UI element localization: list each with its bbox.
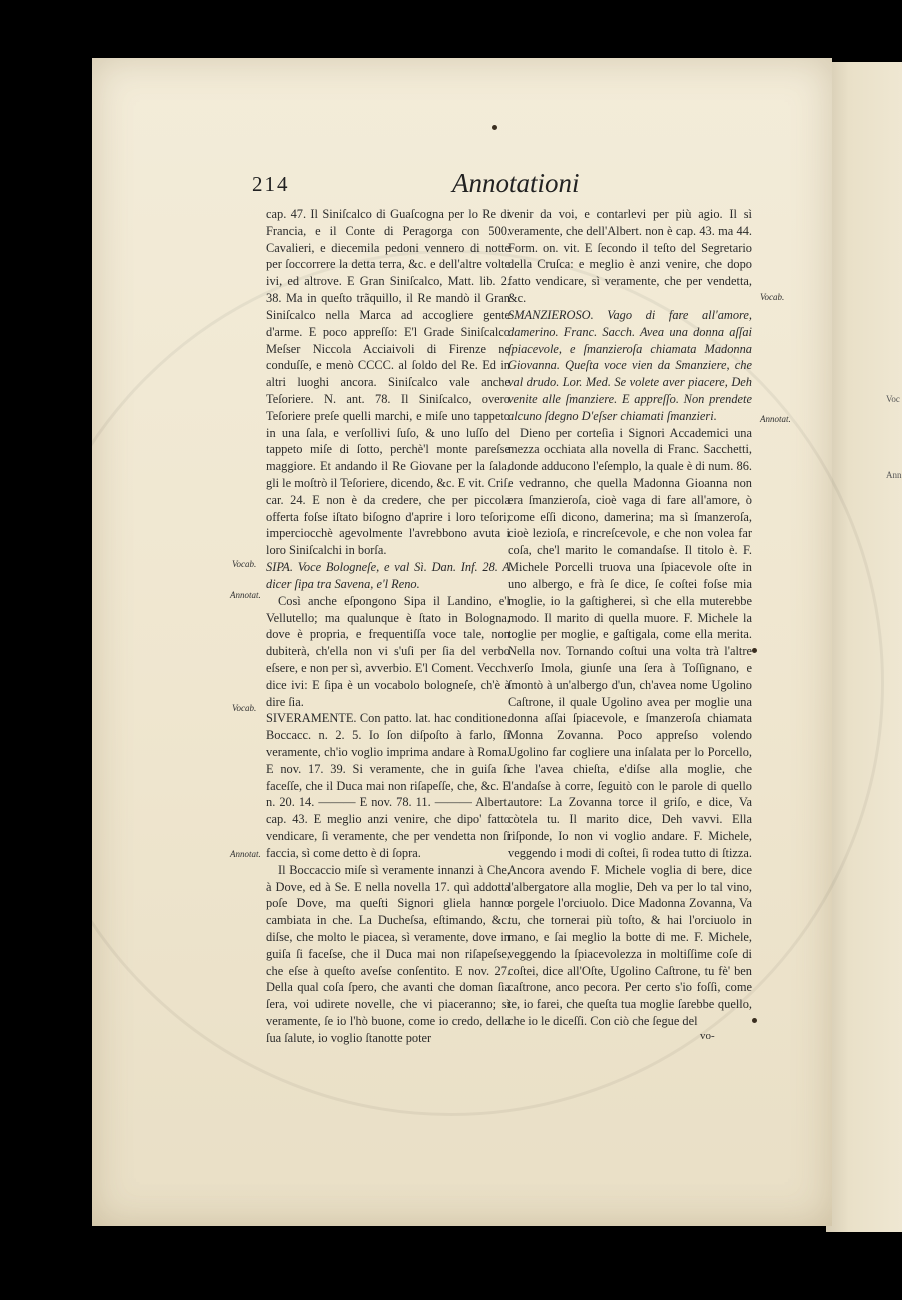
paragraph: Così anche eſpongono Sipa il Landino, e'l Vellutello; ma qualunque è ſtato in Bologna, dove è propria, e frequentiſſa voce tale, non dubiterà, ch'ella non vi s'uſi per ſia del verbo eſsere, e non per sì, avverbio. E'l Coment. Vecch. dice ivi: E ſipa è un vocabolo bologneſe, ch'è à dire ſia. xyxy=(266,593,510,709)
page-number: 214 xyxy=(252,172,290,196)
paragraph: venir da voi, e contarlevi per più agio. Il sì veramente, che dell'Albert. non è cap. 43. ma 44. Form. on. vit. E ſecondo il teſto del Segretario della Cruſca: e meglio è anzi venire, che dopo fatto vendicare, sì veramente, che per vendetta, &c. xyxy=(508,207,752,306)
facing-page-edge xyxy=(826,62,902,1232)
left-column xyxy=(266,206,510,1047)
margin-note-vocab: Vocab. xyxy=(760,292,785,302)
paragraph: Dieno per corteſia i Signori Accademici una mezza occhiata alla novella di Franc. Sacchetti, donde adducono l'eſemplo, la quale è di num. 86. e vedranno, che quella Madonna Gioanna non era ſmanzieroſa, cioè vaga di fare all'amore, ò come eſſi dicono, damerina; ma sì ſmanzeroſa, cioè lezioſa, e rincreſcevole, e che non volea far coſa, che'l marito le comandaſse. Il titolo è. F. Michele Porcelli truova una ſpiacevole oſte in uno albergo, e frà ſe dice, ſe coſtei foſse mia moglie, io la gaſtigherei, sì che ella muterebbe modo. Il marito di quella muore. F. Michele la toglie per moglie, e gaſtigala, come ella merita. Nella nov. Tornando coſtui una volta trà l'altre verſo Imola, giunſe una ſera à Toſſignano, e ſmontò à un'albergo d'un, ch'avea nome Ugolino Caſtrone, il quale Ugolino avea per moglie una donna aſſai ſpiacevole, e ſmanzeroſa chiamata Monna Zovanna. Poco appreſso volendo Ugolino far cogliere una inſalata per lo Porcello, che l'avea chieſta, e'diſse alla moglie, che l'andaſse à corre, ſeguitò con le parole di quello autore: La Zovanna torce il griſo, e dice, Va còtela tu. Il marito dice, Deh vavvi. Ella riſponde, Io non vi voglio andare. F. Michele, veggendo i modi di coſtei, ſi rodea tutto di ſtizza. Ancora avendo F. Michele voglia di bere, dice l'albergatore alla moglie, Deh va per lo tal vino, e porgele l'orciuolo. Dice Madonna Zovanna, Va tu, che tornerai più toſto, & hai l'orciuolo in mano, e ſai meglio la botte di me. F. Michele, veggendo la ſpiacevolezza in moltiſſime coſe di coſtei, dice all'Oſte, Ugolino Caſtrone, tu fè' ben caſtrone, anco pecora. Per certo s'io foſſi, come te, io farei, che queſta tua moglie ſarebbe quello, che io le diceſſi. Con ciò che ſegue del xyxy=(508,425,752,1028)
margin-note-annot: Annotat. xyxy=(230,590,261,600)
entry-siveramente: SIVERAMENTE. Con patto. lat. hac conditione. Boccacc. n. 2. 5. Io ſon diſpoſto à farlo, ſi veramente, ch'io voglio imprima andare à Roma. E nov. 17. 39. Si veramente, che in guiſa ſi faceſſe, che il Duca mai non riſapeſſe, che, &c. E n. 20. 14. ——— E nov. 78. 11. ——— Albert. cap. 43. E meglio anzi venire, che dipo' fatto vendicare, ſi veramente, che per vendetta non ſi faccia, sì come detto è di ſopra. xyxy=(266,711,510,860)
paragraph: Il Boccaccio miſe sì veramente innanzi à Che, à Dove, ed à Se. E nella novella 17. quì addotta poſe Dove, ma queſti Signori gliela hanno cambiata in che. La Ducheſsa, eſtimando, &c. diſse, che molto le piacea, sì veramente, dove in guiſa ſi faceſse, che il Duca mai non riſapeſse, che eſse à queſto aveſse conſentito. E nov. 27. Della qual coſa ſpero, che avanti che doman ſia ſera, voi udirete novelle, che vi piaceranno; sì veramente, ſe io l'hò buone, come io credo, della ſua ſalute, io voglio ſtanotte poter xyxy=(266,862,510,1045)
paragraph: cap. 47. Il Siniſcalco di Guaſcogna per lo Re di Francia, e il Conte di Peragorga con 500. Cavalieri, e diecemila pedoni vennero di notte per ſoccorrere la detta terra, &c. e dell'altre volte ivi, ed altrove. E Gran Siniſcalco, Matt. lib. 2. 38. Ma in queſto trãquillo, il Re mandò il Gran Siniſcalco nella Marca ad accogliere gente d'arme. E poco appreſſo: E'l Grade Siniſcalco Meſser Niccola Acciaivoli di Firenze ne conduſſe, e menò CCCC. al ſoldo del Re. Ed in altri luoghi ancora. Siniſcalco vale anche Teſoriere. N. ant. 78. Il Siniſcalco, overo Teſoriere preſe quelli marchi, e miſe uno tappeto in una ſala, e verſollivi ſuſo, & uno luſſo del tappeto miſe di ſotto, perchè'l monte pareſse maggiore. Et andando il Re Giovane per la ſala, gli le moſtrò il Teſoriere, dicendo, &c. E vit. Criſ. car. 24. E non è da credere, che per piccola offerta foſse iſtato biſogno d'aprire i loro teſori; imperciocchè agevolmente l'avrebbono avuta i loro Siniſcalchi in borſa. xyxy=(266,207,510,558)
entry-sipa: SIPA. Voce Bologneſe, e val Sì. Dan. Inf. 28. A dicer ſipa tra Savena, e'l Reno. xyxy=(266,560,510,591)
facing-page-margin-note: Ann xyxy=(886,470,902,480)
margin-note-annot: Annotat. xyxy=(230,849,261,859)
right-column xyxy=(508,206,752,1030)
ink-spot xyxy=(752,1018,757,1023)
ink-spot xyxy=(752,648,757,653)
margin-note-annot: Annotat. xyxy=(760,414,791,424)
ink-spot xyxy=(492,125,497,130)
facing-page-margin-note: Voc xyxy=(886,394,900,404)
entry-smanzieroso: SMANZIEROSO. Vago di fare all'amore, damerino. Franc. Sacch. Avea una donna aſſai ſpiacevole, e ſmanzieroſa chiamata Madonna Giovanna. Queſta voce vien da Smanziere, che val drudo. Lor. Med. Se volete aver piacere, Deh venite alle ſmanziere. E appreſſo. Non prendete alcuno ſdegno D'eſser chiamati ſmanzieri. xyxy=(508,307,752,423)
catchword: vo- xyxy=(700,1030,715,1042)
margin-note-vocab: Vocab. xyxy=(232,703,257,713)
margin-note-vocab: Vocab. xyxy=(232,559,257,569)
running-head: Annotationi xyxy=(452,168,580,198)
